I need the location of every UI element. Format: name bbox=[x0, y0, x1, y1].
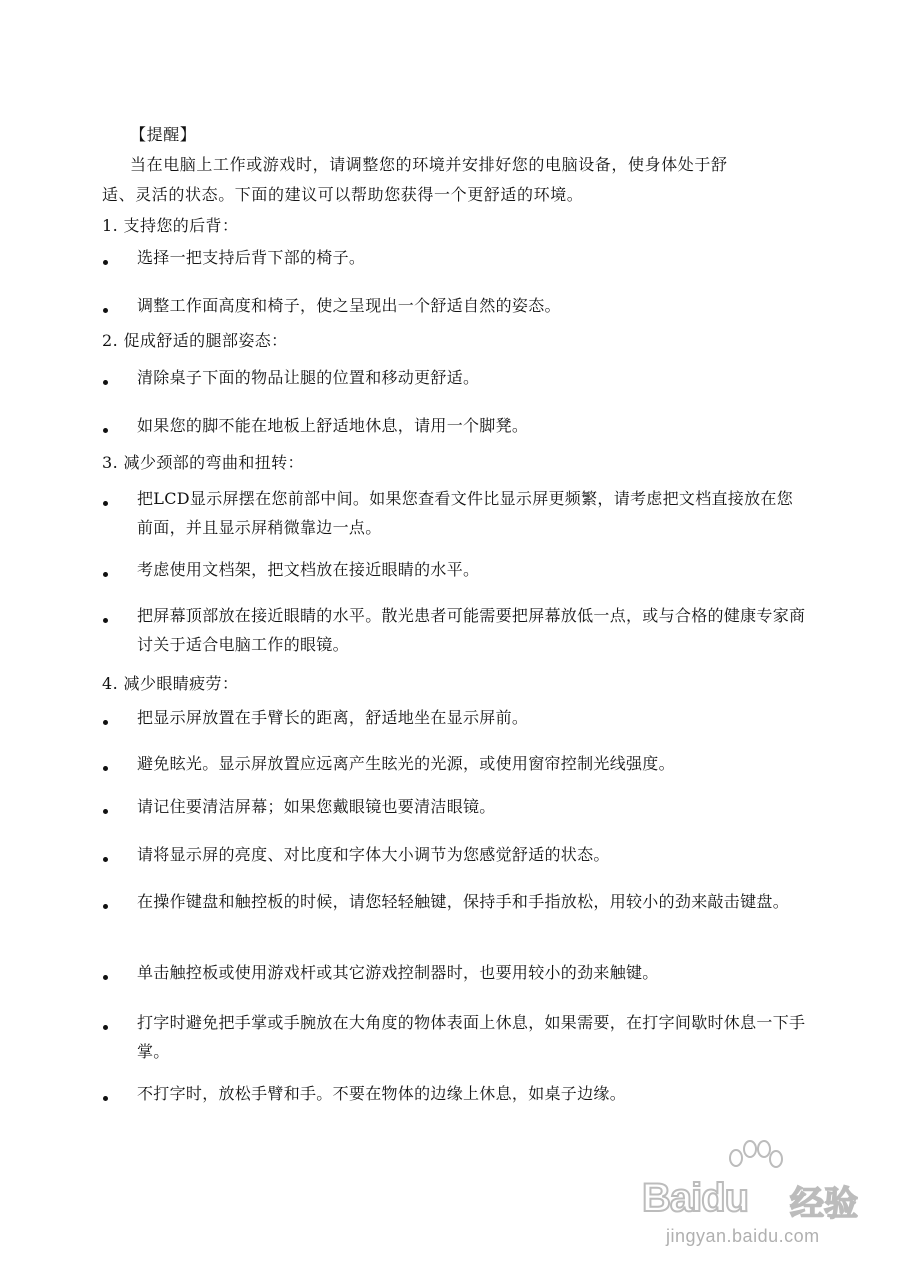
bullet-icon bbox=[103, 766, 108, 771]
bullet-icon bbox=[103, 1025, 108, 1030]
bullet-icon bbox=[103, 260, 108, 265]
bullet-icon bbox=[103, 618, 108, 623]
bullet-icon bbox=[103, 809, 108, 814]
section-heading-3: 3. 减少颈部的弯曲和扭转： bbox=[102, 453, 304, 472]
list-item: 请将显示屏的亮度、对比度和字体大小调节为您感觉舒适的状态。 bbox=[137, 845, 610, 864]
list-item: 打字时避免把手掌或手腕放在大角度的物体表面上休息，如果需要，在打字间歇时休息一下手掌。 bbox=[137, 1013, 806, 1061]
page-title: 【提醒】 bbox=[130, 125, 197, 144]
list-item: 单击触控板或使用游戏杆或其它游戏控制器时，也要用较小的劲来触键。 bbox=[137, 963, 659, 982]
list-item: 清除桌子下面的物品让腿的位置和移动更舒适。 bbox=[137, 368, 480, 387]
list-item: 调整工作面高度和椅子，使之呈现出一个舒适自然的姿态。 bbox=[137, 296, 561, 315]
watermark-url: jingyan.baidu.com bbox=[666, 1226, 820, 1246]
intro-line-2: 适、灵活的状态。下面的建议可以帮助您获得一个更舒适的环境。 bbox=[102, 185, 584, 204]
list-item: 把LCD显示屏摆在您前部中间。如果您查看文件比显示屏更频繁，请考虑把文档直接放在您前面，并且显示屏稍微靠边一点。 bbox=[137, 489, 793, 537]
bullet-icon bbox=[103, 428, 108, 433]
bullet-icon bbox=[103, 857, 108, 862]
list-item: 考虑使用文档架，把文档放在接近眼睛的水平。 bbox=[137, 560, 480, 579]
bullet-icon bbox=[103, 380, 108, 385]
section-heading-1: 1. 支持您的后背： bbox=[102, 216, 239, 235]
watermark-label: 经验 bbox=[790, 1184, 858, 1224]
bullet-icon bbox=[103, 501, 108, 506]
bullet-icon bbox=[103, 904, 108, 909]
list-item: 在操作键盘和触控板的时候，请您轻轻触键，保持手和手指放松，用较小的劲来敲击键盘。 bbox=[137, 892, 790, 911]
watermark-brand: Baidu bbox=[642, 1176, 749, 1220]
list-item: 把屏幕顶部放在接近眼睛的水平。散光患者可能需要把屏幕放低一点，或与合格的健康专家商讨关于适合电脑工作的眼镜。 bbox=[137, 606, 806, 654]
list-item: 把显示屏放置在手臂长的距离，舒适地坐在显示屏前。 bbox=[137, 708, 529, 727]
bullet-icon bbox=[103, 572, 108, 577]
bullet-icon bbox=[103, 720, 108, 725]
intro-line-1: 当在电脑上工作或游戏时，请调整您的环境并安排好您的电脑设备，使身体处于舒 bbox=[130, 155, 728, 174]
list-item: 请记住要清洁屏幕；如果您戴眼镜也要清洁眼镜。 bbox=[137, 797, 496, 816]
section-heading-4: 4. 减少眼睛疲劳： bbox=[102, 674, 239, 693]
list-item: 避免眩光。显示屏放置应远离产生眩光的光源，或使用窗帘控制光线强度。 bbox=[137, 754, 675, 773]
section-heading-2: 2. 促成舒适的腿部姿态： bbox=[102, 331, 288, 350]
bullet-icon bbox=[103, 975, 108, 980]
list-item: 不打字时，放松手臂和手。不要在物体的边缘上休息，如桌子边缘。 bbox=[137, 1084, 627, 1103]
bullet-icon bbox=[103, 1096, 108, 1101]
bullet-icon bbox=[103, 308, 108, 313]
baidu-jingyan-watermark bbox=[640, 1140, 870, 1260]
list-item: 如果您的脚不能在地板上舒适地休息，请用一个脚凳。 bbox=[137, 416, 529, 435]
list-item: 选择一把支持后背下部的椅子。 bbox=[137, 248, 366, 267]
